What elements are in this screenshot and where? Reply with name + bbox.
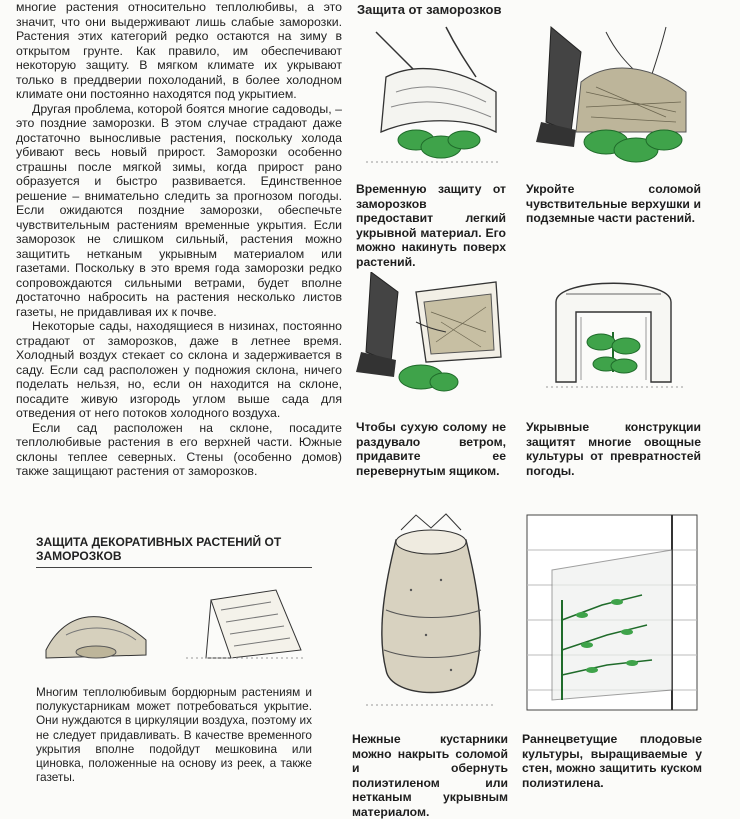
caption-box: Чтобы сухую солому не раздувало ветром, придавите ее перевернутым ящиком. (356, 420, 506, 478)
decorative-cover-illustration (36, 580, 312, 670)
main-text-column (16, 0, 342, 479)
cover-structure-illustration (526, 272, 701, 402)
paragraph: Многим теплолюбивым бордюрным растениям и полукустарникам может потребоваться укрытие. Они нуждаются в циркуляции воздуха, поэтому их не следует придавливать. В качестве временного укрытия вполне подойдут мешковина или циновка, положенные на основу из реек, а также газеты. (36, 685, 312, 785)
paragraph: Некоторые сады, находящиеся в низинах, постоянно страдают от заморозков, даже в летнее время. Холодный воздух стекает со склона и задерживается в саду. Если сад расположен у подножия склона, ничего поделать нельзя, но, если он находится на склоне, посадите живую изгородь углом выше сада для отведения от него потоков холодного воздуха. (16, 319, 342, 420)
decorative-section-text (36, 685, 312, 784)
paragraph: Если сад расположен на склоне, посадите теплолюбивые растения в его верхней части. Южные склоны теплее северных. Стены (особенно домов) также защищают растения от заморозков. (16, 420, 342, 478)
fleece-cover-illustration (356, 22, 506, 172)
paragraph: Другая проблема, которой боятся многие садоводы, – это поздние заморозки. В этом случае страдают даже достаточно выносливые растения, поскольку холода убивают весь новый прирост. Заморозки особенно страшны после мягкой зимы, когда прирост рано образуется и быстро развивается. Единственное решение – внимательно следить за прогнозом погоды. Если ожидаются поздние заморозки, обеспечьте чувствительным растениям временные укрытия. Если заморозок не слишком сильный, растения можно защитить нетканым укрывным материалом или газетами. Поскольку в это время года заморозки редко сопровождаются сильными ветрами, будет вполне достаточно набросить на растения несколько листов газеты, не придавливая их к почве. (16, 101, 342, 319)
paragraph: многие растения относительно теплолюбивы, а это значит, что они выдерживают лишь слабые заморозки. Растения этих категорий редко остаются на зиму в открытом грунте. Как правило, им обеспечивают некоторую защиту. В мягком климате их укрывают только в преддверии похолоданий, в более холодном климате они постоянно находятся под укрытием. (16, 0, 342, 101)
caption-fleece: Временную защиту от заморозков предоставит легкий укрывной материал. Его можно накинуть поверх растений. (356, 182, 506, 269)
caption-straw: Укройте соломой чувствительные верхушки и подземные части растений. (526, 182, 701, 225)
caption-wall-fruit: Раннецветущие плодовые культуры, выращиваемые у стен, можно защитить куском полиэтилена. (522, 732, 702, 790)
wrapped-shrub-illustration (356, 510, 506, 720)
caption-shrub: Нежные кустарники можно накрыть соломой и обернуть полиэтиленом или нетканым укрывным материалом. (352, 732, 508, 819)
section-title: Защита от заморозков (357, 2, 502, 17)
box-over-straw-illustration (356, 272, 506, 402)
caption-structure: Укрывные конструкции защитят многие овощные культуры от превратностей погоды. (526, 420, 701, 478)
decorative-section-title: ЗАЩИТА ДЕКОРАТИВНЫХ РАСТЕНИЙ ОТ ЗАМОРОЗКОВ (36, 535, 312, 568)
straw-cover-illustration (526, 22, 701, 172)
wall-fruit-illustration (522, 510, 702, 720)
